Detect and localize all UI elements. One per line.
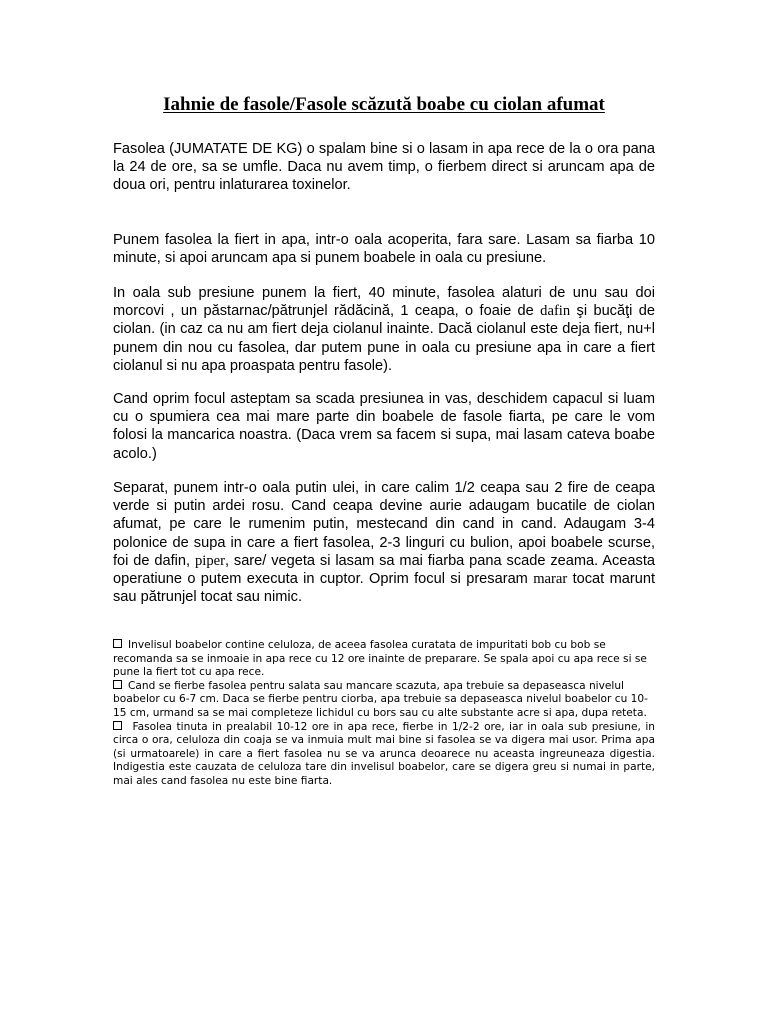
word-piper: piper <box>194 552 225 569</box>
word-dafin: dafin <box>540 303 571 320</box>
note-text: Cand se fierbe fasolea pentru salata sau mancare scazuta, apa trebuie sa depaseasca nivelul boabelor cu 6-7 cm. Daca se fierbe pentru ciorba, apa trebuie sa depaseasca nivelul boabelor cu 10-15 cm, urmand sa se mai completeze lichidul cu bors sau cu alte substante acre si apa, dupa reteta. <box>113 679 648 719</box>
paragraph-first-boil: Punem fasolea la fiert in apa, intr-o oala acoperita, fara sare. Lasam sa fiarba 10 minute, si apoi aruncam apa si punem boabele in oala cu presiune. <box>113 232 655 267</box>
paragraph-final-cooking-part-2: , sare/ vegeta si lasam sa mai fiarba pana scade zeama. Aceasta operatiune o putem executa in cuptor. Oprim focul si presaram <box>113 552 655 588</box>
paragraph-release-pressure: Cand oprim focul asteptam sa scada presiunea in vas, deschidem capacul si luam cu o spumiera cea mai mare parte din boabele de fasole fiarta, pe care le vom folosi la mancarica noastra. (Daca vrem sa facem si supa, mai lasam cateva boabe acolo.) <box>113 391 655 462</box>
checkbox-bullet-icon <box>113 639 122 648</box>
paragraph-pressure-cooker-part-1: In oala sub presiune punem la fiert, 40 minute, fasolea alaturi de unu sau doi morcovi , un păstarnac/pătrunjel rădăcină, 1 ceapa, o foaie de <box>113 285 655 320</box>
checkbox-bullet-icon <box>113 721 122 730</box>
paragraph-pressure-cooker-part-2: şi bucăţi de ciolan. (in caz ca nu am fiert deja ciolanul inainte. Dacă ciolanul este deja fiert, nu+l punem din nou cu fasolea, dar putem pune in oala cu presiune apa in care a fiert ciolanul si nu apa proaspata pentru fasole). <box>113 303 655 374</box>
checkbox-bullet-icon <box>113 680 122 689</box>
note-item <box>113 680 655 721</box>
notes-section <box>113 639 655 789</box>
paragraph-final-cooking-part-3: tocat marunt sau pătrunjel tocat sau nimic. <box>113 571 655 606</box>
note-text: Invelisul boabelor contine celuloza, de aceea fasolea curatata de impuritati bob cu bob se recomanda sa se inmoaie in apa rece cu 12 ore inainte de preparare. Se spala apoi cu apa rece si se pune la fiert tot cu apa rece. <box>113 639 647 679</box>
paragraph-final-cooking <box>113 479 655 606</box>
note-text: Fasolea tinuta in prealabil 10-12 ore in apa rece, fierbe in 1/2-2 ore, iar in oala sub presiune, in circa o ora, celuloza din coaja se va inmuia mult mai bine si fasolea se va digera mai usor. Prima apa (si urmatoarele) in care a fiert fasolea nu se va arunca deoarece nu aceasta ingreuneaza digestia. Indigestia este cauzata de celuloza tare din invelisul boabelor, care se digera greu si numai in parte, mai ales cand fasolea nu este bine fiarta. <box>113 720 655 787</box>
paragraph-soaking: Fasolea (JUMATATE DE KG) o spalam bine si o lasam in apa rece de la o ora pana la 24 de ore, sa se umfle. Daca nu avem timp, o fierbem direct si aruncam apa de doua ori, pentru inlaturarea toxinelor. <box>113 141 655 194</box>
paragraph-final-cooking-part-1: Separat, punem intr-o oala putin ulei, in care calim 1/2 ceapa sau 2 fire de ceapa verde si putin ardei rosu. Cand ceapa devine aurie adaugam bucatile de ciolan afumat, pe care le rumenim putin, mestecand din cand in cand. Adaugam 3-4 polonice de supa in care a fiert fasolea, 2-3 linguri cu bulion, apoi boabele scurse, foi de dafin, <box>113 480 655 569</box>
paragraph-pressure-cooker <box>113 284 655 375</box>
document-title: Iahnie de fasole/Fasole scăzută boabe cu ciolan afumat <box>163 94 605 115</box>
word-marar: marar <box>533 571 568 588</box>
note-item <box>113 721 655 789</box>
note-item <box>113 639 655 680</box>
